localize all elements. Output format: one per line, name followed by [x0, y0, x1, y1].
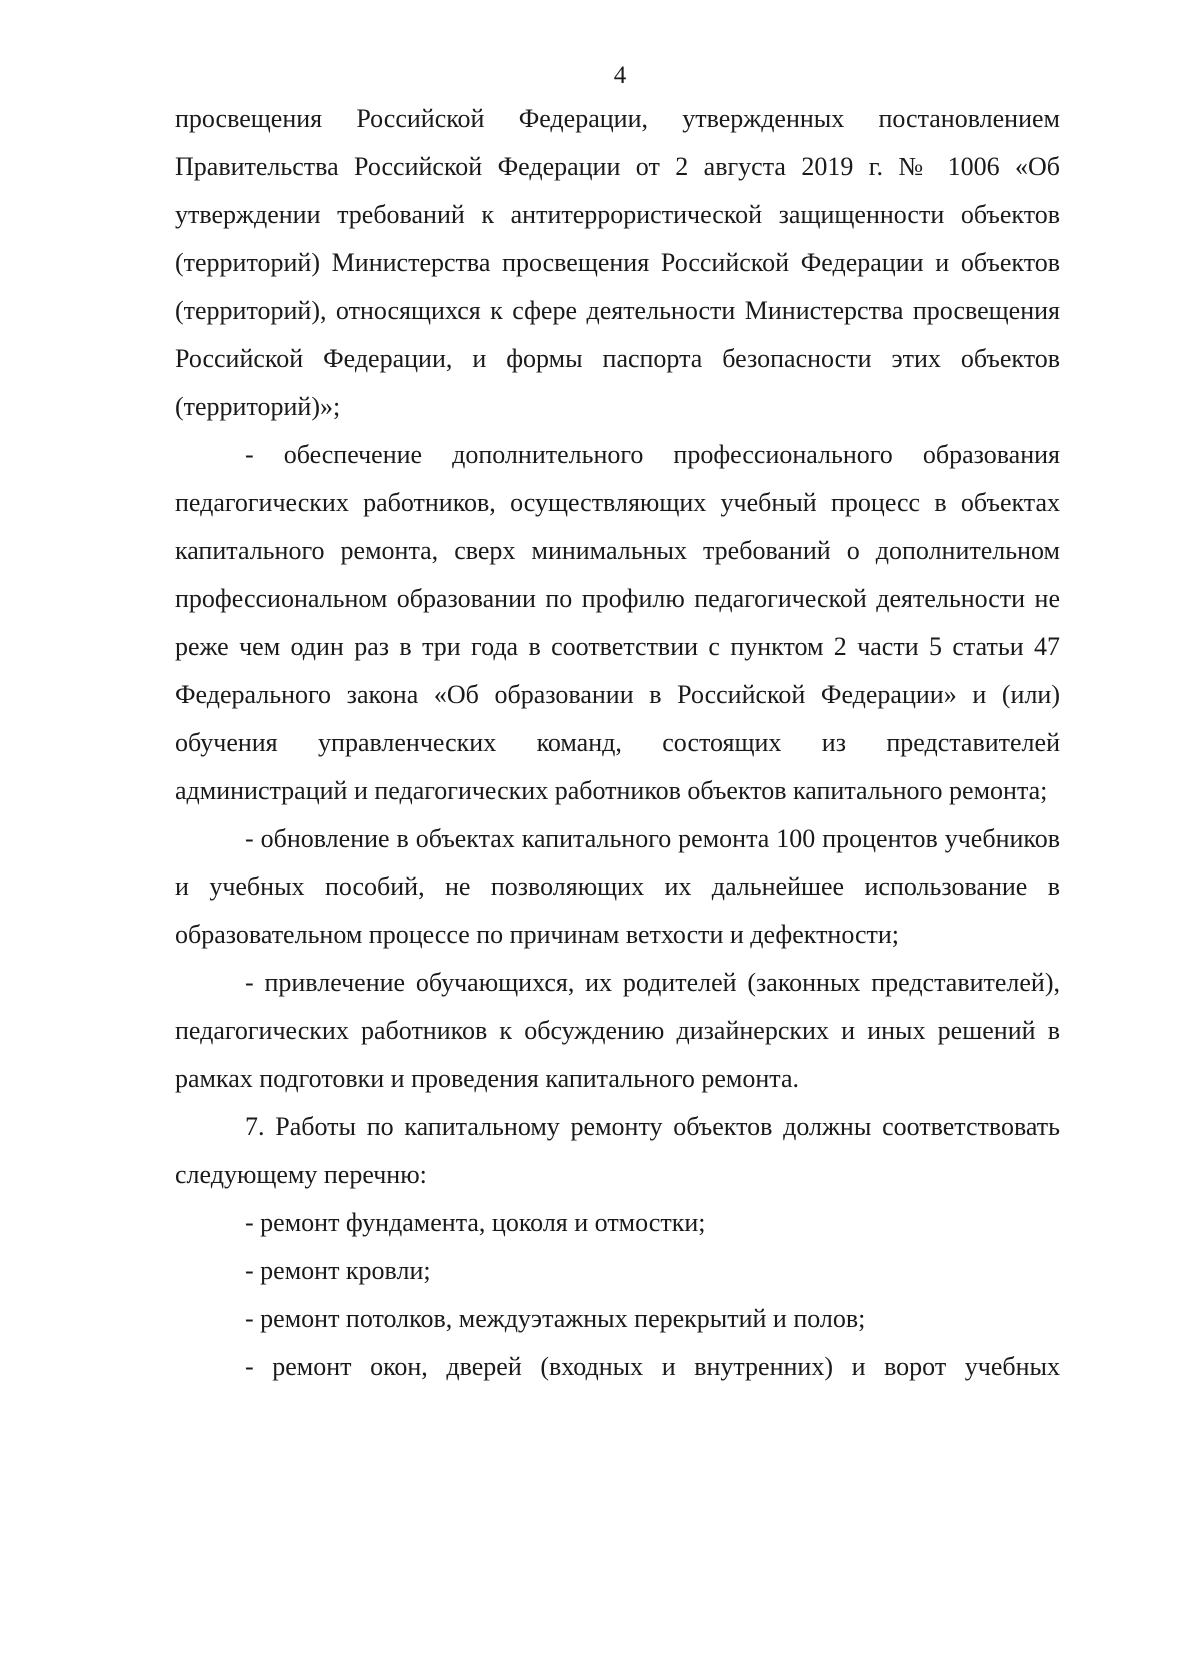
list-item: - ремонт окон, дверей (входных и внутренних) и ворот учебных	[245, 1352, 1060, 1381]
paragraph-item-7: 7. Работы по капитальному ремонту объектов должны соответствовать следующему перечню:	[175, 1112, 1060, 1189]
list-item: - ремонт кровли;	[245, 1256, 431, 1285]
paragraph-textbook-renewal: - обновление в объектах капитального ремонта 100 процентов учебников и учебных пособий, не позволяющих их дальнейшее использование в образовательном процессе по причинам ветхости и дефектности;	[175, 824, 1060, 949]
paragraph-continuation: просвещения Российской Федерации, утвержденных постановлением Правительства Российской Федерации от 2 августа 2019 г. № 1006 «Об утверждении требований к антитеррористической защищенности объектов (территорий) Министерства просвещения Российской Федерации и объектов (территорий), относящихся к сфере деятельности Министерства просвещения Российской Федерации, и формы паспорта безопасности этих объектов (территорий)»;	[175, 104, 1060, 421]
paragraph-professional-education: - обеспечение дополнительного профессионального образования педагогических работников, осуществляющих учебный процесс в объектах капитального ремонта, сверх минимальных требований о дополнительном профессиональном образовании по профилю педагогической деятельности не реже чем один раз в три года в соответствии с пунктом 2 части 5 статьи 47 Федерального закона «Об образовании в Российской Федерации» и (или) обучения управленческих команд, состоящих из представителей администраций и педагогических работников объектов капитального ремонта;	[175, 440, 1060, 805]
list-item: - ремонт потолков, междуэтажных перекрытий и полов;	[245, 1304, 866, 1333]
paragraph-stakeholder-involvement: - привлечение обучающихся, их родителей (законных представителей), педагогических работников к обсуждению дизайнерских и иных решений в рамках подготовки и проведения капитального ремонта.	[175, 968, 1060, 1093]
document-body	[175, 95, 1060, 1391]
page-number: 4	[613, 62, 627, 89]
list-item: - ремонт фундамента, цоколя и отмостки;	[245, 1208, 706, 1237]
